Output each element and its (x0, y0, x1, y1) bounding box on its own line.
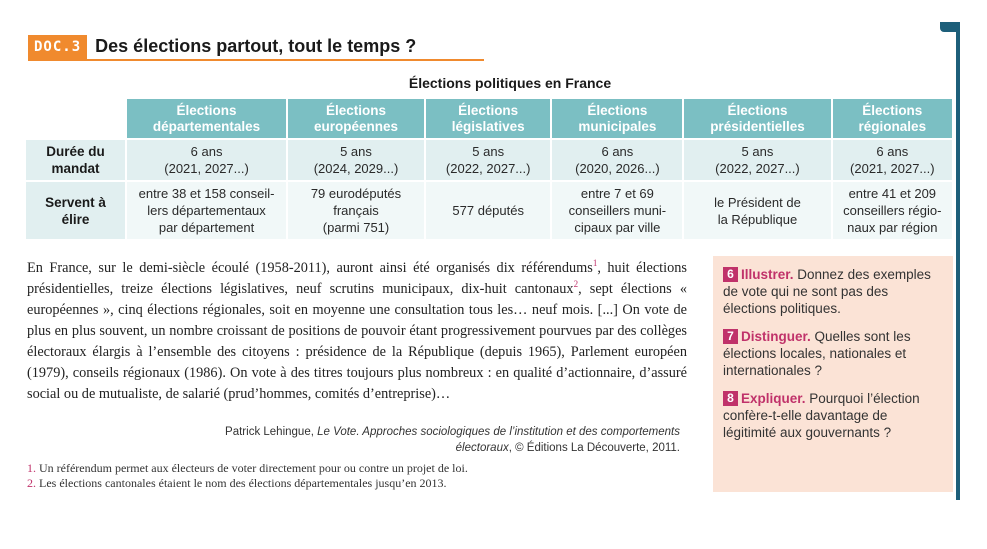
table-cell: 6 ans (2020, 2026...) (551, 139, 683, 181)
doc-header (28, 34, 416, 60)
question-number: 6 (723, 267, 738, 282)
table-cell: 79 eurodéputés français (parmi 751) (287, 181, 425, 239)
column-header: Élections présidentielles (683, 99, 831, 139)
table-header-row (26, 99, 953, 139)
page-frame-edge (956, 30, 960, 500)
row-header: Servent à élire (26, 181, 126, 239)
question-number: 7 (723, 329, 738, 344)
table-cell: entre 41 et 209 conseillers régio- naux par région (832, 181, 953, 239)
doc-title-underline (28, 59, 484, 61)
column-header: Élections législatives (425, 99, 552, 139)
table-cell: 5 ans (2022, 2027...) (683, 139, 831, 181)
table-cell: 6 ans (2021, 2027...) (126, 139, 287, 181)
source-citation: Patrick Lehingue, Le Vote. Approches sociologiques de l’institution et des comportements électoraux, © Éditions La Découverte, 2011. (225, 426, 680, 454)
table-title: Élections politiques en France (408, 75, 612, 91)
document-text: En France, sur le demi-siècle écoulé (1958-2011), auront ainsi été organisés dix référendums$^1$, huit élections présidentielles, treize élections législatives, neuf scrutins municipaux, dix-huit cantonaux$^2$, sept élections « européennes », cinq élections régionales, soit en moyenne une consultation tous les… neuf mois. [...] On vote de plus en plus souvent, un nombre croissant de positions de pouvoir étant progressivement pourvues par des collèges électoraux élargis à l’ensemble des citoyens : présidence de la République (depuis 1965), Parlement européen (1979), conseils régionaux (1986). On vote à des titres toujours plus nombreux : en qualité d’actionnaire, d’assuré social ou de mutualiste, de salarié (prud’hommes, comités d’entreprise)… (27, 258, 687, 402)
footnote: 2. Les élections cantonales étaient le nom des élections départementales jusqu’en 2013. (27, 476, 447, 490)
footnote-ref: 2 (573, 279, 579, 290)
table-corner (26, 99, 126, 139)
table-cell: 5 ans (2024, 2029...) (287, 139, 425, 181)
column-header: Élections régionales (832, 99, 953, 139)
column-header: Élections départementales (126, 99, 287, 139)
doc-tag: DOC.3 (28, 35, 87, 59)
questions-box (713, 256, 953, 492)
doc-title: Des élections partout, tout le temps ? (95, 36, 417, 56)
elections-table (26, 99, 954, 239)
table-cell: entre 38 et 158 conseil- lers départementaux par département (126, 181, 287, 239)
footnote: 1. Un référendum permet aux électeurs de voter directement pour ou contre un projet de loi. (27, 461, 468, 475)
row-header: Durée du mandat (26, 139, 126, 181)
table-cell: 577 députés (425, 181, 552, 239)
table-cell: 5 ans (2022, 2027...) (425, 139, 552, 181)
footnote-ref: 1 (592, 258, 598, 269)
table-row (26, 181, 953, 239)
column-header: Élections municipales (551, 99, 683, 139)
question-number: 8 (723, 391, 738, 406)
table-row (26, 139, 953, 181)
question-item: 6 Illustrer. Donnez des exemples de vote qui ne sont pas des élections politiques. (723, 267, 931, 316)
column-header: Élections européennes (287, 99, 425, 139)
footnotes (27, 461, 687, 491)
question-item: 8 Expliquer. Pourquoi l’élection confère-t-elle davantage de légitimité aux gouvernants ? (723, 391, 920, 440)
question-verb: Expliquer. (741, 391, 806, 406)
question-item: 7 Distinguer. Quelles sont les élections locales, nationales et internationales ? (723, 329, 911, 378)
table-cell: le Président de la République (683, 181, 831, 239)
table-cell: entre 7 et 69 conseillers muni- cipaux par ville (551, 181, 683, 239)
table-cell: 6 ans (2021, 2027...) (832, 139, 953, 181)
question-verb: Illustrer. (741, 267, 794, 282)
question-verb: Distinguer. (741, 329, 811, 344)
